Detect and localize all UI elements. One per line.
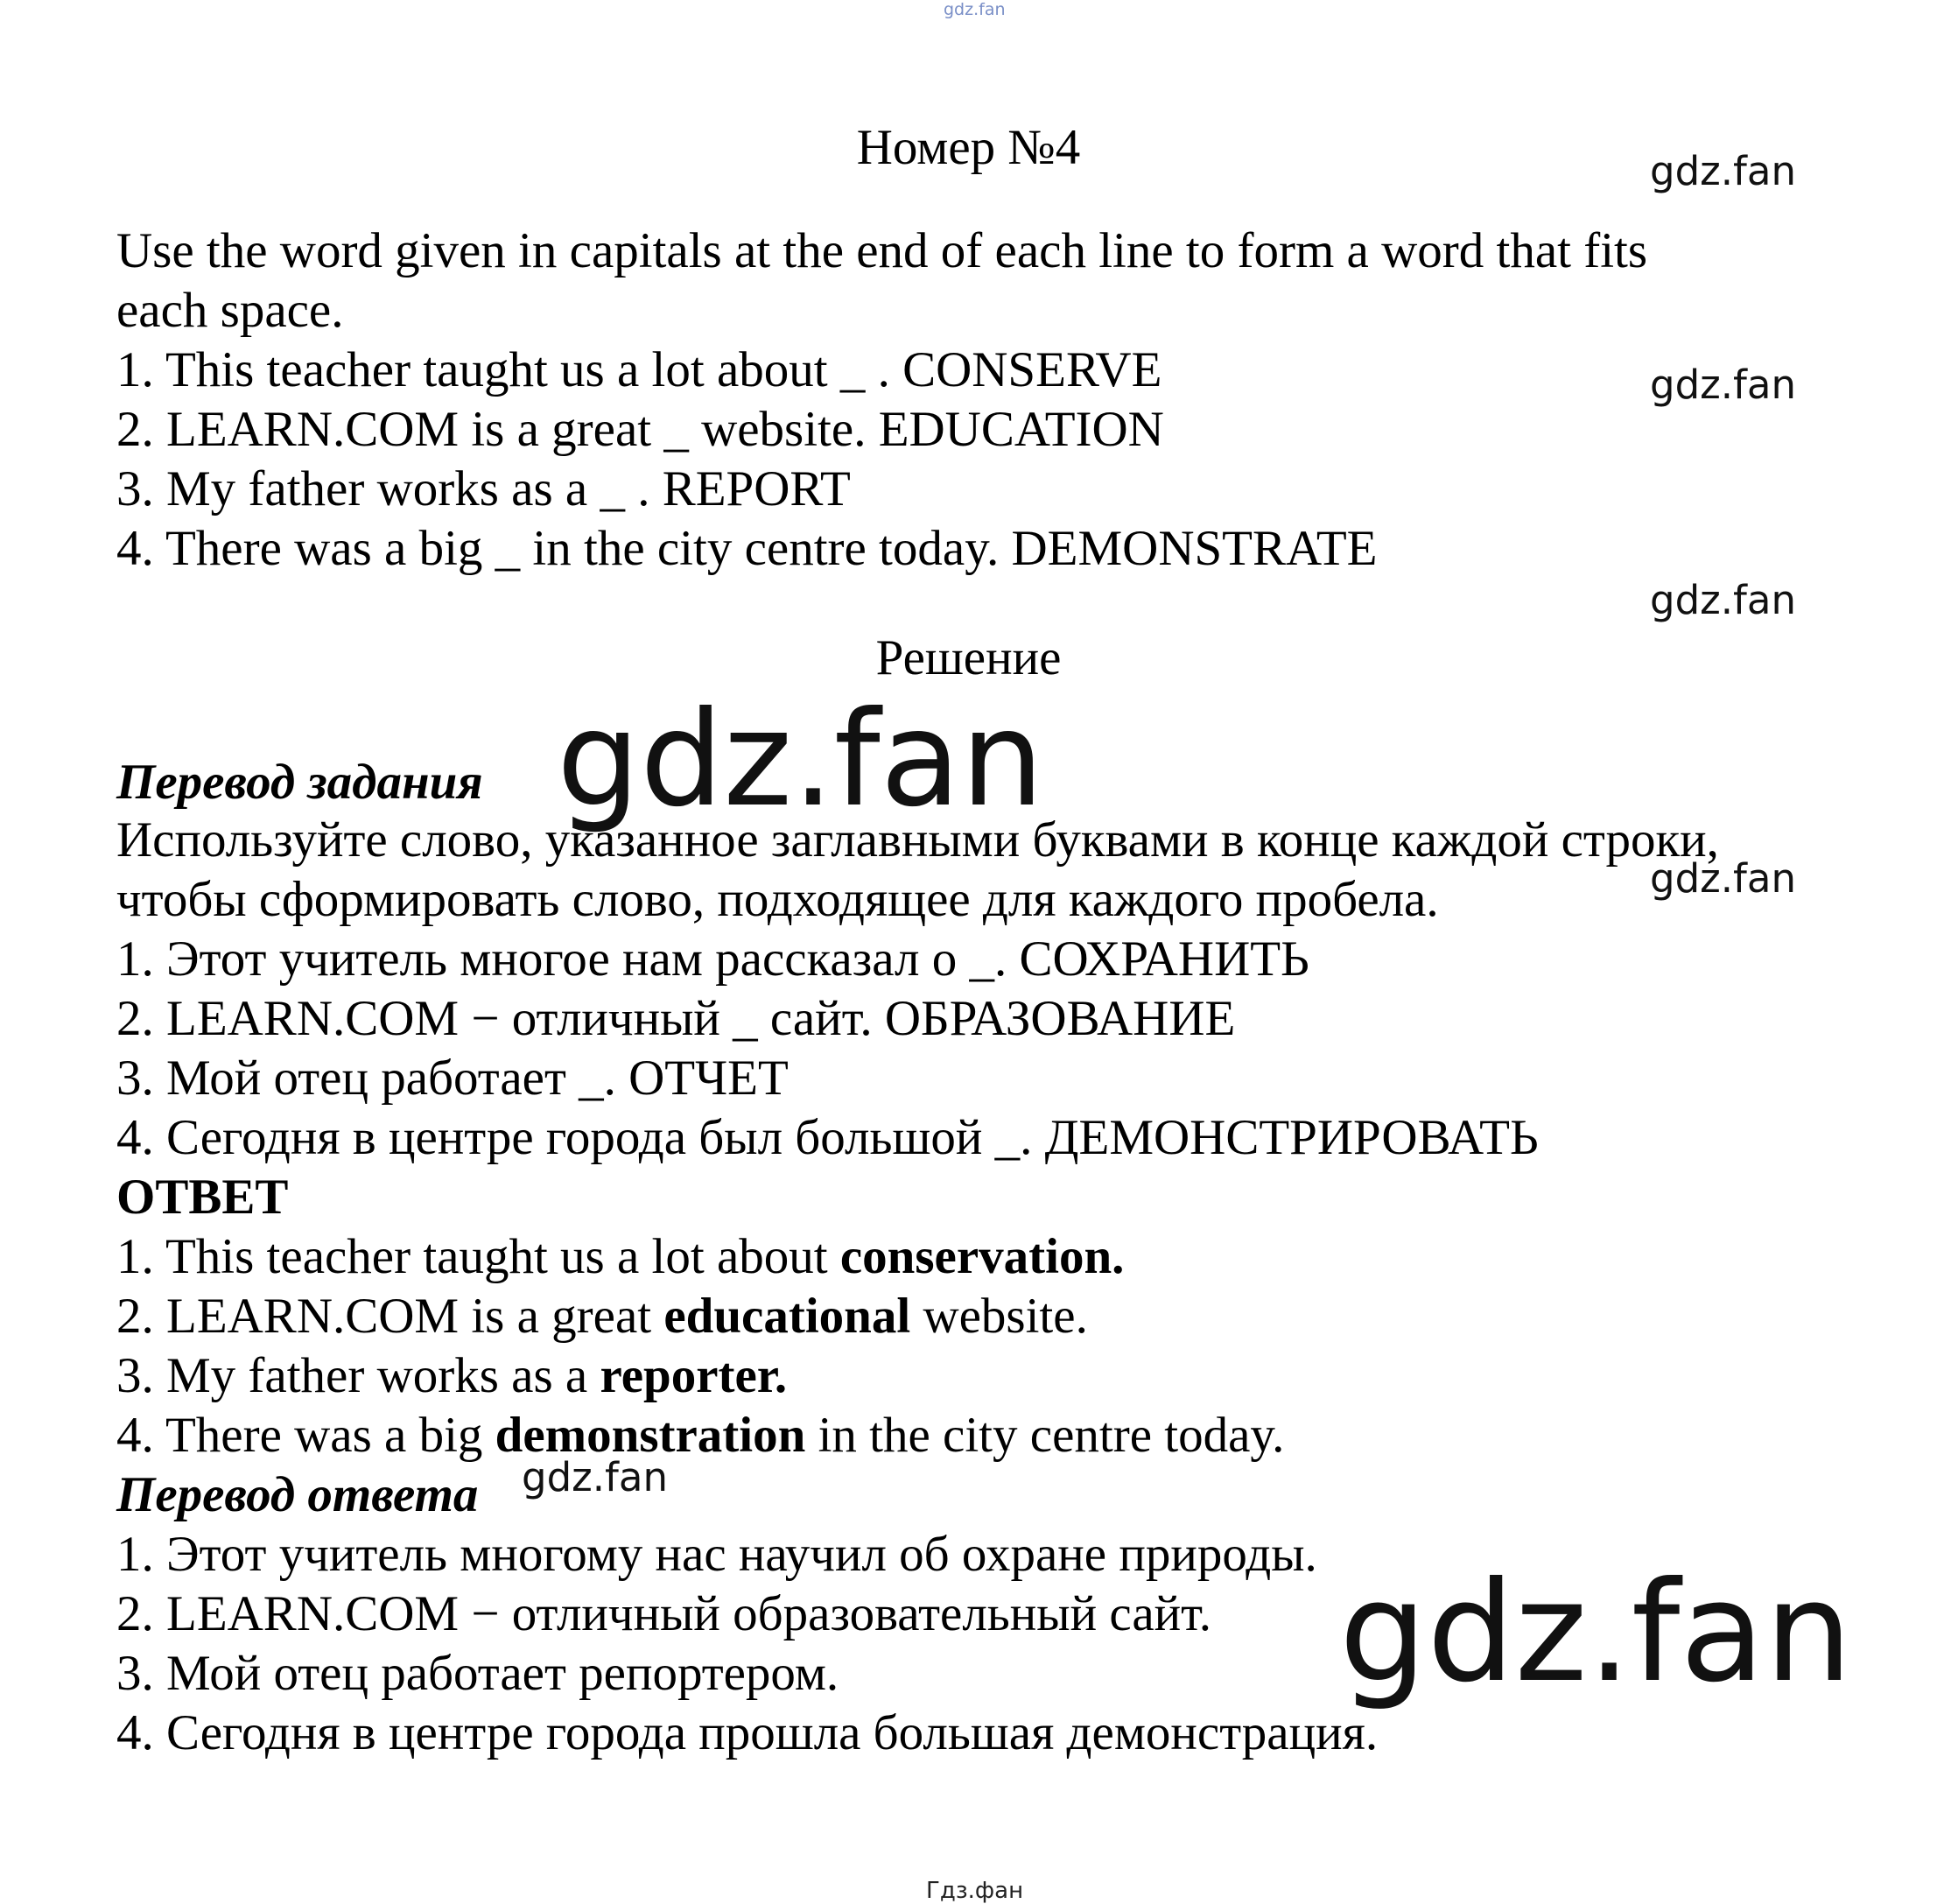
answer-translation-item-1: 1. Этот учитель многому нас научил об охране природы. — [116, 1527, 1317, 1582]
answer-item-1-word: conservation. — [839, 1229, 1125, 1284]
watermark-right-3: gdz.fan — [1650, 577, 1796, 623]
answer-translation-item-3: 3. Мой отец работает репортером. — [116, 1646, 839, 1701]
answer-item-3 — [116, 1346, 787, 1406]
answer-item-2 — [116, 1287, 1088, 1346]
task-translation-line-2: чтобы сформировать слово, подходящее для каждого пробела. — [116, 872, 1439, 927]
answer-item-2-word: educational — [663, 1289, 911, 1344]
task-translation-item-2: 2. LEARN.COM − отличный _ сайт. ОБРАЗОВАНИЕ — [116, 991, 1236, 1046]
answer-item-2-text: 2. LEARN.COM is a great — [116, 1289, 664, 1344]
answer-translation-item-2: 2. LEARN.COM − отличный образовательный сайт. — [116, 1586, 1211, 1641]
watermark-big-bottom-right: gdz.fan — [1339, 1552, 1853, 1713]
answer-item-3-word: reporter. — [600, 1348, 788, 1403]
answer-heading: ОТВЕТ — [116, 1170, 289, 1225]
page-title: Номер №4 — [856, 120, 1081, 175]
task-translation-item-4: 4. Сегодня в центре города был большой _. ДЕМОНСТРИРОВАТЬ — [116, 1110, 1539, 1165]
watermark-big-center: gdz.fan — [557, 684, 1044, 836]
watermark-inline: gdz.fan — [522, 1454, 668, 1500]
answer-item-1-text: 1. This teacher taught us a lot about — [116, 1229, 840, 1284]
task-item-2: 2. LEARN.COM is a great _ website. EDUCATION — [116, 402, 1164, 457]
answer-item-4 — [116, 1406, 1284, 1465]
answer-item-4-text: 4. There was a big — [116, 1408, 495, 1463]
watermark-right-4: gdz.fan — [1650, 855, 1796, 902]
task-translation-heading: Перевод задания — [116, 755, 483, 810]
answer-translation-item-4: 4. Сегодня в центре города прошла большая демонстрация. — [116, 1705, 1379, 1760]
watermark-footer: Гдз.фан — [926, 1878, 1024, 1904]
answer-item-3-text: 3. My father works as a — [116, 1348, 600, 1403]
task-instruction-line-1: Use the word given in capitals at the end of each line to form a word that fits — [116, 223, 1648, 278]
answer-item-4-word: demonstration — [495, 1408, 806, 1463]
answer-item-4-rest: in the city centre today. — [805, 1408, 1285, 1463]
task-translation-item-3: 3. Мой отец работает _. ОТЧЕТ — [116, 1050, 789, 1106]
task-translation-line-1: Используйте слово, указанное заглавными буквами в конце каждой строки, — [116, 812, 1719, 868]
answer-item-2-rest: website. — [910, 1289, 1088, 1344]
watermark-right-2: gdz.fan — [1650, 362, 1796, 408]
solution-heading: Решение — [875, 630, 1062, 685]
answer-translation-heading: Перевод ответа — [116, 1467, 479, 1522]
task-item-3: 3. My father works as a _ . REPORT — [116, 461, 851, 516]
task-item-1: 1. This teacher taught us a lot about _ . CONSERVE — [116, 342, 1162, 397]
task-translation-item-1: 1. Этот учитель многое нам рассказал о _. СОХРАНИТЬ — [116, 931, 1309, 987]
watermark-right-1: gdz.fan — [1650, 148, 1796, 194]
answer-item-1 — [116, 1227, 1124, 1287]
task-item-4: 4. There was a big _ in the city centre today. DEMONSTRATE — [116, 521, 1378, 576]
task-instruction-line-2: each space. — [116, 283, 344, 338]
watermark-top: gdz.fan — [944, 0, 1006, 19]
